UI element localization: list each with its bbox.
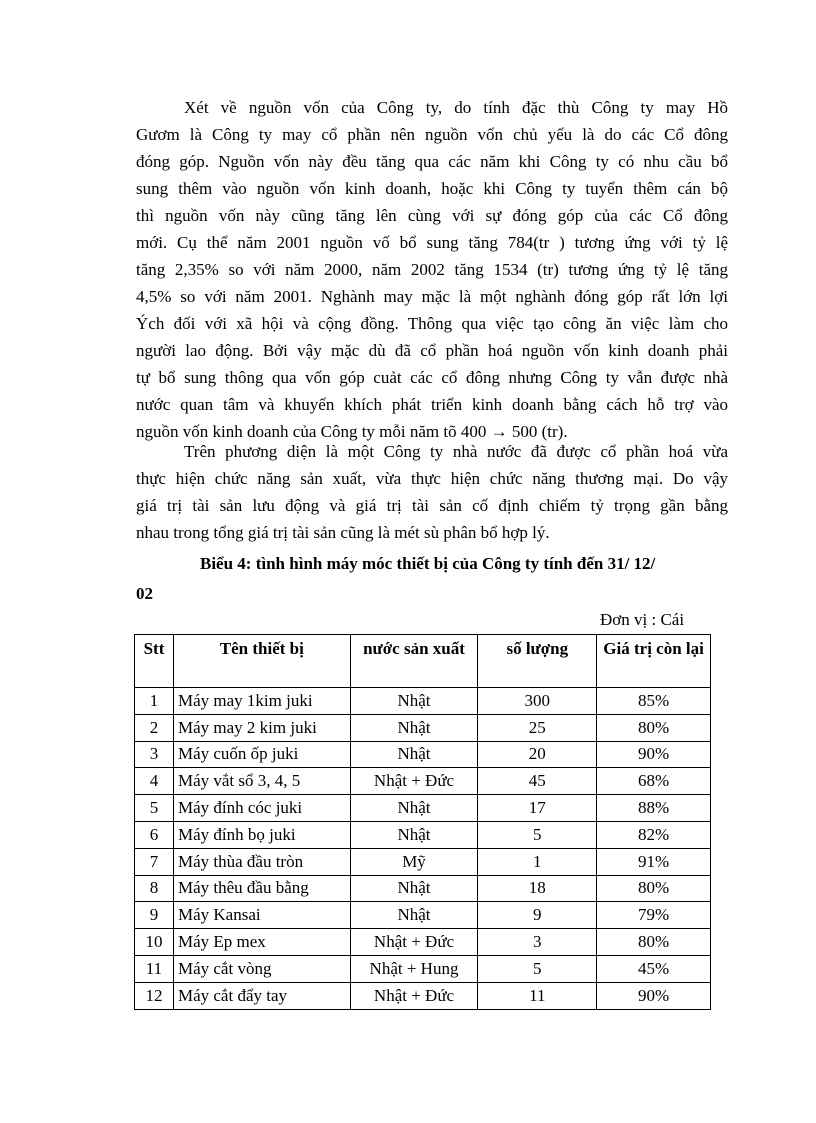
table-row xyxy=(135,795,711,822)
text-line: Gươm là Công ty may cổ phần nên nguồn vốn chủ yếu là do các Cổ đông xyxy=(136,125,728,144)
cell-stt: 5 xyxy=(135,795,174,822)
cell-remaining-value: 79% xyxy=(597,902,711,929)
text-line: thì nguồn vốn này cũng tăng lên cùng với sự đóng góp của các Cổ đông xyxy=(136,206,728,225)
cell-equipment-name: Máy đính cóc juki xyxy=(173,795,350,822)
cell-equipment-name: Máy cắt đẩy tay xyxy=(173,982,350,1009)
cell-quantity: 17 xyxy=(478,795,597,822)
equipment-table xyxy=(134,634,711,1010)
text-line: nước quan tâm và khuyến khích phát triển kinh doanh bằng cách hỗ trợ vào xyxy=(136,395,728,414)
table-row xyxy=(135,902,711,929)
cell-country: Nhật xyxy=(350,741,478,768)
cell-country: Nhật xyxy=(350,875,478,902)
cell-equipment-name: Máy Kansai xyxy=(173,902,350,929)
cell-remaining-value: 82% xyxy=(597,821,711,848)
cell-stt: 8 xyxy=(135,875,174,902)
header-equipment-name: Tên thiết bị xyxy=(173,635,350,688)
cell-equipment-name: Máy thêu đầu bằng xyxy=(173,875,350,902)
text-line: sung thêm vào nguồn vốn kinh doanh, hoặc khi Công ty tuyển thêm cán bộ xyxy=(136,179,728,198)
table-header-row xyxy=(135,635,711,688)
cell-equipment-name: Máy may 1kim juki xyxy=(173,688,350,715)
header-quantity: số lượng xyxy=(478,635,597,688)
text-line: đóng góp. Nguồn vốn này đều tăng qua các năm khi Công ty có nhu cầu bổ xyxy=(136,152,728,171)
table-row xyxy=(135,929,711,956)
cell-stt: 1 xyxy=(135,688,174,715)
cell-remaining-value: 90% xyxy=(597,741,711,768)
cell-equipment-name: Máy cắt vòng xyxy=(173,955,350,982)
cell-equipment-name: Máy cuốn ốp juki xyxy=(173,741,350,768)
cell-quantity: 3 xyxy=(478,929,597,956)
cell-quantity: 18 xyxy=(478,875,597,902)
cell-equipment-name: Máy đính bọ juki xyxy=(173,821,350,848)
cell-remaining-value: 91% xyxy=(597,848,711,875)
table-row xyxy=(135,955,711,982)
cell-equipment-name: Máy Ep mex xyxy=(173,929,350,956)
cell-country: Nhật xyxy=(350,902,478,929)
cell-quantity: 20 xyxy=(478,741,597,768)
cell-country: Nhật xyxy=(350,795,478,822)
text-line: Xét về nguồn vốn của Công ty, do tính đặc thù Công ty may Hồ xyxy=(184,98,728,117)
paragraph-capital-sources xyxy=(136,94,728,445)
unit-label: Đơn vị : Cái xyxy=(600,610,685,629)
text-line: tự bổ sung thông qua vốn góp cuảt các cổ đông nhưng Công ty vẫn được nhà xyxy=(136,368,728,387)
cell-country: Nhật xyxy=(350,714,478,741)
cell-country: Nhật + Đức xyxy=(350,768,478,795)
text-line: mới. Cụ thể năm 2001 nguồn vố bổ sung tăng 784(tr ) tương ứng với tỷ lệ xyxy=(136,233,728,252)
cell-stt: 9 xyxy=(135,902,174,929)
cell-country: Mỹ xyxy=(350,848,478,875)
cell-quantity: 5 xyxy=(478,821,597,848)
cell-stt: 7 xyxy=(135,848,174,875)
cell-remaining-value: 85% xyxy=(597,688,711,715)
text-line: tăng 2,35% so với năm 2000, năm 2002 tăng 1534 (tr) tương ứng tỷ lệ tăng xyxy=(136,260,728,279)
cell-equipment-name: Máy vắt sổ 3, 4, 5 xyxy=(173,768,350,795)
cell-stt: 3 xyxy=(135,741,174,768)
text-line: 4,5% so với năm 2001. Nghành may mặc là một nghành đóng góp rất lớn lợi xyxy=(136,287,728,306)
table-row xyxy=(135,741,711,768)
table-row xyxy=(135,848,711,875)
text-line: nguồn vốn kinh doanh của Công ty mỗi năm tõ 400 → 500 (tr). xyxy=(136,422,568,441)
text-line: giá trị tài sản lưu động và giá trị tài sản cố định chiếm tỷ trọng gần bằng xyxy=(136,496,728,515)
cell-equipment-name: Máy may 2 kim juki xyxy=(173,714,350,741)
cell-quantity: 9 xyxy=(478,902,597,929)
cell-country: Nhật + Hung xyxy=(350,955,478,982)
caption-line-1: Biểu 4: tình hình máy móc thiết bị của Công ty tính đến 31/ 12/ xyxy=(200,554,656,573)
header-stt: Stt xyxy=(135,635,174,688)
cell-stt: 10 xyxy=(135,929,174,956)
cell-remaining-value: 88% xyxy=(597,795,711,822)
cell-quantity: 45 xyxy=(478,768,597,795)
text-line: Ých đối với xã hội và cộng đồng. Thông qua việc tạo công ăn việc làm cho xyxy=(136,314,728,333)
cell-country: Nhật xyxy=(350,821,478,848)
cell-remaining-value: 80% xyxy=(597,929,711,956)
table-row xyxy=(135,714,711,741)
cell-stt: 12 xyxy=(135,982,174,1009)
table-row xyxy=(135,821,711,848)
cell-remaining-value: 68% xyxy=(597,768,711,795)
cell-remaining-value: 90% xyxy=(597,982,711,1009)
table-row xyxy=(135,688,711,715)
header-remaining-value: Giá trị còn lại xyxy=(597,635,711,688)
cell-country: Nhật + Đức xyxy=(350,982,478,1009)
text-line: Trên phương diện là một Công ty nhà nước đã được cổ phần hoá vừa xyxy=(184,442,728,461)
cell-quantity: 11 xyxy=(478,982,597,1009)
table-row xyxy=(135,768,711,795)
text-line: thực hiện chức năng sản xuất, vừa thực hiện chức năng thương mại. Do vậy xyxy=(136,469,728,488)
table-row xyxy=(135,982,711,1009)
cell-equipment-name: Máy thùa đầu tròn xyxy=(173,848,350,875)
cell-stt: 2 xyxy=(135,714,174,741)
cell-quantity: 300 xyxy=(478,688,597,715)
cell-stt: 6 xyxy=(135,821,174,848)
header-country: nước sản xuất xyxy=(350,635,478,688)
cell-remaining-value: 80% xyxy=(597,875,711,902)
cell-stt: 4 xyxy=(135,768,174,795)
text-line: nhau trong tổng giá trị tài sản cũng là mét sù phân bổ hợp lý. xyxy=(136,523,550,542)
cell-stt: 11 xyxy=(135,955,174,982)
cell-country: Nhật xyxy=(350,688,478,715)
cell-country: Nhật + Đức xyxy=(350,929,478,956)
cell-remaining-value: 45% xyxy=(597,955,711,982)
paragraph-assets xyxy=(136,438,728,546)
table-row xyxy=(135,875,711,902)
caption-line-2: 02 xyxy=(136,584,153,603)
cell-quantity: 25 xyxy=(478,714,597,741)
cell-remaining-value: 80% xyxy=(597,714,711,741)
cell-quantity: 5 xyxy=(478,955,597,982)
text-line: người lao động. Bởi vậy mặc dù đã cổ phần hoá nguồn vốn kinh doanh phải xyxy=(136,341,728,360)
cell-quantity: 1 xyxy=(478,848,597,875)
table-caption xyxy=(136,549,728,609)
